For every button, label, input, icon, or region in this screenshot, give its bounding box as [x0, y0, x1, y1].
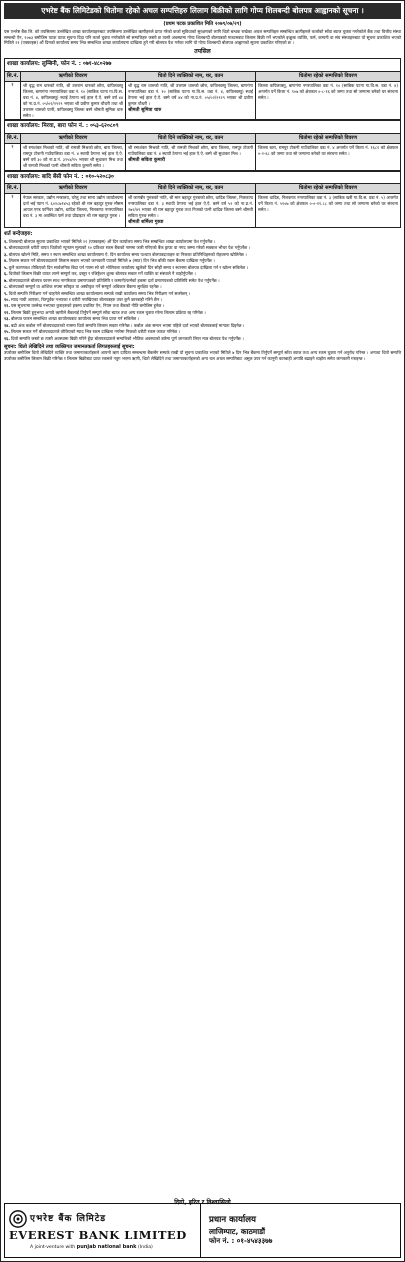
condition-item: [4, 310, 401, 316]
table-row: [5, 193, 401, 228]
condition-text: कुनै कारणवश तोकिएको दिन सार्वजनिक बिदा पर्न गएमा सो को भोलिपल्ट कार्यालय खुलेको दिन सोही समय र स्थानमा बोलपत्र दाखिला गर्न र खोल्न सकिनेछ ।: [8, 264, 248, 270]
condition-number: १.: [4, 238, 8, 244]
owner-highlight: श्रीमती शर्मिला गुरुङ: [128, 219, 164, 225]
condition-item: [4, 245, 401, 251]
condition-number: १४.: [4, 322, 10, 328]
col-header-owner: धितो दिने व्यक्तिको नाम, थर, वतन: [126, 134, 256, 144]
branch-table: [4, 133, 401, 171]
publication-date: (प्रथम पटक प्रकाशित मिति २०७९/०७/२९): [163, 20, 242, 27]
col-header-property: धितोमा रहेको सम्पत्तिको विवरण: [256, 134, 401, 144]
condition-number: ४.: [4, 258, 8, 264]
col-header-borrower: ऋणीको विवरण: [21, 184, 126, 194]
condition-item: [4, 271, 401, 277]
cell-owner: [126, 81, 256, 120]
col-header-sn: सि.नं.: [5, 134, 21, 144]
cell-borrower: श्री रमाशंकर मिश्रको नाति, श्री रामजी मिश्रको छोरा, बारा जिल्ला, रामपुर टोकनी गाउँपालिका वडा नं. ४ स्थायी ठेगाना भई हाल ऐ.ऐ. बस्ने वर्ष ३० को ना.प्र.नं. ३२५४/१५ भएका श्री सुधाकर मिश्र तथा श्री रामजी मिश्रको पत्नी श्रीमती सविता कुमारी समेत ।: [21, 143, 126, 170]
branch-heading: शाखा कार्यालय: बादि बेंसी फोन नं. : ०१०-५२०८३०: [4, 171, 401, 184]
branch-sections: [4, 58, 401, 228]
condition-text: लिलाम सकार गर्ने बोलपत्रदाताले तोकिएको म्याद भित्र रकम दाखिला नगरेमा निजको धरौटी रकम जफत गरिनेछ ।: [10, 329, 180, 335]
condition-text: बोलपत्रदाताले धरौटी वापत धितोको न्यूनतम मूल्यको १० प्रतिशत रकम बैंकको नाममा जारी गरिएको बैंक ड्राफ्ट वा नगद जम्मा गरेको सक्कल भौचर पेश गर्नुपर्नेछ ।: [8, 245, 250, 251]
note-paragraph: उपरोक्त बमोजिम धितो लेखिदिने व्यक्ति तथा जमानतकर्ताहरुले आफ्नो ऋण दायित्व सम्बन्धमा बैंकसँग सम्पर्क राखी यो सूचना प्रकाशित भएको मितिले ७ दिन भित्र बैंकमा तिर्नुपर्ने सम्पूर्ण साँवा ब्याज तथा अन्य रकम चुक्ता गर्न अनुरोध गरिन्छ । अन्यथा धितो सम्पत्ति उपरोक्त बमोजिम लिलाम बिक्री गरिनेछ र लिलाम बिक्रीबाट प्राप्त रकमले नपुग भएमा ऋणी, धितो लेखिदिने तथा जमानतकर्ताहरुको अन्य चल अचल सम्पत्तिबाट असुल उपर गर्न कानूनी कारबाही अगाडि बढाइने व्यहोरा समेत जानकारी गराइन्छ ।: [4, 350, 401, 362]
logo-row: [9, 1210, 196, 1228]
footer: [4, 1203, 401, 1258]
condition-text: बढी अंक कबोल गर्ने बोलपत्रदाताको नाममा धितो सम्पत्ति लिलाम सकार गरिनेछ । कबोल अंक समान भएमा पहिले दर्ता भएको बोलपत्रलाई मान्यता दिइनेछ ।: [10, 322, 245, 328]
jv-prefix: A joint-venture with: [30, 1244, 76, 1250]
condition-item: [4, 303, 401, 309]
condition-number: २.: [4, 245, 8, 251]
condition-text: यस सूचनामा उल्लेख नभएका कुराहरुको हकमा प्रचलित ऐन, नियम तथा बैंकको नीति बमोजिम हुनेछ ।: [10, 303, 165, 309]
condition-item: [4, 278, 401, 284]
col-header-owner: धितो दिने व्यक्तिको नाम, थर, वतन: [126, 72, 256, 82]
condition-number: १५.: [4, 329, 10, 335]
condition-item: [4, 336, 401, 342]
condition-item: [4, 291, 401, 297]
col-header-owner: धितो दिने व्यक्तिको नाम, थर, वतन: [126, 184, 256, 194]
condition-text: धितो सम्पत्ति निरीक्षण गर्न चाहनेले सम्बन्धित शाखा कार्यालयमा सम्पर्क राखी कार्यालय समय भित्र निरीक्षण गर्न सक्नेछन् ।: [8, 290, 191, 296]
cell-property: जिल्ला बारा, रामपुर टोकनी गाउँपालिका वडा नं. ४ अन्तर्गत पर्ने कित्ता नं. १६८१ को क्षेत्रफल ०-२-६८ को जग्गा तथा सो जग्गामा बनेको घर संरचना समेत ।: [256, 143, 401, 170]
condition-text: लिलाम सकार गर्ने बोलपत्रदाताले लिलाम सकार भएको जानकारी पाएको मितिले ७ (सात) दिन भित्र बाँकी रकम बैंकमा दाखिला गर्नुपर्नेछ ।: [8, 258, 215, 264]
cell-property: जिल्ला कपिलवस्तु, बाणगंगा नगरपालिका वडा नं. १० (साबिक पटना गा.वि.स. वडा नं. ४) अन्तर्गत पर्ने कित्ता नं. १०७ को क्षेत्रफल ०-८-१६ को जग्गा तथा सो जग्गामा बनेको घर संरचना समेत ।: [256, 81, 401, 120]
owner-text: श्री जागबीर गुरुङको नाति, श्री मान बहादुर गुरुङको छोरा, धादिङ जिल्ला, निलकण्ठ नगरपालिका वडा नं. ३ स्थायी ठेगाना भई हाल ऐ.ऐ. बस्ने वर्ष ५२ को ना.प्र.नं. २७२/४९ भएका श्री राम बहादुर गुरुङ तथा निजको पत्नी धादिङ जिल्ला बस्ने श्रीमती सविता गुरुङ समेत ।: [128, 194, 253, 218]
cell-owner: [126, 193, 256, 228]
col-header-borrower: ऋणीको विवरण: [21, 134, 126, 144]
condition-item: [4, 284, 401, 290]
condition-text: बोलपत्र खोल्ने मिति, समय र स्थान सम्बन्धित शाखा कार्यालयमा ऐ. दिन कार्यालय समय पश्चात बोलपत्रदाताहरु वा निजका प्रतिनिधिहरुको रोहवरमा खोलिनेछ ।: [8, 251, 247, 257]
col-header-sn: सि.नं.: [5, 184, 21, 194]
condition-item: [4, 252, 401, 258]
col-header-property: धितोमा रहेको सम्पत्तिको विवरण: [256, 72, 401, 82]
conditions-title: शर्त बन्देजहरु:: [4, 231, 33, 238]
intro-paragraph: यस एभरेष्ट बैंक लि. को तपसिलमा उल्लेखित शाखा कार्यालयहरुबाट तपसिलमा उल्लेखित ऋणीहरुले प्राप्त गरेको कर्जा सुविधाको सुरक्षणको लागि धितो बन्धक राखेका अचल सम्पत्तिहरु सम्बन्धित ऋणीहरुले कर्जाको साँवा ब्याज चुक्ता नगरेकोले बैंक तथा वित्तीय संस्था सम्बन्धी ऐन, २०७३ बमोजिम पटक पटक सूचना दिदा पनि कर्जा चुक्ता नगरेकोले सो सम्पत्तिहरु जस्तो छ त्यस्तै अवस्थामा गोप्य शिलबन्दी बोलपत्रको माध्यमबाट लिलाम बिक्री गर्ने भएकोले इच्छुक व्यक्ति, फर्म, कम्पनी वा संघ संस्थाहरुबाट यो सूचना प्रकाशित भएको मितिले २१ (एक्काइस) औं दिनको कार्यालय समय भित्र सम्बन्धित शाखा कार्यालयमा दाखिला हुने गरी बोलपत्र पेश गर्नका लागि यो गोप्य शिलबन्दी बोलपत्र आह्वानको सूचना प्रकाशित गरिएको छ ।: [4, 28, 401, 46]
bank-logo-block: [5, 1204, 201, 1257]
office-phone: फोन नं. : ०१-४५४३३७७: [209, 1236, 273, 1245]
condition-number: ६.: [4, 271, 8, 277]
head-office-block: [201, 1204, 400, 1257]
condition-text: धितो सम्पत्ति जस्तो छ त्यस्तै अवस्थामा बिक्री गरिने हुँदा बोलपत्रदाताले सम्पत्तिको भौतिक अवस्थाको बारेमा पूर्ण जानकारी लिएर मात्र बोलपत्र पेश गर्नुपर्नेछ ।: [10, 335, 244, 341]
condition-item: [4, 239, 401, 245]
joint-venture-line: [30, 1244, 196, 1251]
condition-item: [4, 329, 401, 335]
condition-number: १२.: [4, 309, 10, 315]
brand-name-nepali: एभरेष्ट बैंक लिमिटेड: [30, 1214, 107, 1225]
condition-text: बोलपत्र फारम सम्बन्धित शाखा कार्यालयबाट कार्यालय समय भित्र प्राप्त गर्न सकिनेछ ।: [10, 316, 140, 322]
branch-heading: शाखा कार्यालय: लुम्बिनी, फोन नं. : ०७१-४८०२७७: [4, 58, 401, 71]
owner-highlight: श्रीमती सुमित्रा थारु: [128, 107, 162, 113]
condition-text: बोलपत्रदाताले बोलपत्र फारम साथ नागरिकता प्रमाणपत्रको प्रतिलिपि र कम्पनी/फर्मको हकमा दर्ता प्रमाणपत्रको प्रतिलिपि समेत पेश गर्नुपर्नेछ ।: [8, 277, 220, 283]
col-header-property: धितोमा रहेको सम्पत्तिको विवरण: [256, 184, 401, 194]
condition-item: [4, 297, 401, 303]
condition-text: म्याद नाघी आएका, रितपूर्वक नभएका र धरौटी नराखिएका बोलपत्रहरु उपर कुनै कारबाही गरिने छैन ।: [10, 297, 163, 302]
condition-text: शिलबन्दी बोलपत्र सूचना प्रकाशित भएको मितिले २१ (एक्काइस) औं दिन कार्यालय समय भित्र सम्बन्धित शाखा कार्यालयमा पेश गर्नुपर्नेछ ।: [8, 238, 216, 244]
cell-serial: १: [5, 193, 21, 228]
table-row: [5, 81, 401, 120]
note-title: सूचना: धितो लेखिदिने तथा व्यक्तिगत जमानतकर्ता लिगतहरुलाई सूचना:: [4, 343, 135, 350]
brand-name-english: EVEREST BANK LIMITED: [9, 1228, 187, 1243]
owner-text: श्री वृद्ध राम थारुको नाति, श्री उत्तराम थारुको छोरा, कपिलवस्तु जिल्ला, बाणगंगा नगरपालिका वडा नं. १० (साबिक पटना गा.वि.स. वडा नं. ४, कपिलवस्तु) स्थाई ठेगाना भई हाल ऐ.ऐ. बस्ने वर्ष ४४ को ना.प्र.नं. ०५/०२/२९२९ भएका श्री प्रवीण कुमार चौधरी ।: [128, 82, 253, 106]
condition-number: ९.: [4, 290, 8, 296]
office-title: प्रधान कार्यालय: [209, 1214, 257, 1225]
condition-number: ८.: [4, 284, 8, 290]
owner-highlight: श्रीमती सविता कुमारी: [128, 157, 165, 163]
condition-number: १०.: [4, 297, 10, 302]
col-header-borrower: ऋणीको विवरण: [21, 72, 126, 82]
cell-borrower: नेपाल सरकार, उद्योग मन्त्रालय, घरेलु तथा साना उद्योग कार्यालयमा दर्ता भई प्यान नं. ६०२८७१४५३ रहेको श्री राम बहादुर गुरुङ मौसम आयल एण्ड फर्निचर उद्योग, धादिङ जिल्ला, निलकण्ठ नगरपालिका वडा नं. ३ मा अवस्थित फर्म तथा प्रोप्राइटर श्री राम बहादुर गुरुङ ।: [21, 193, 126, 228]
condition-item: [4, 323, 401, 329]
owner-text: श्री रमाशंकर मिश्रको नाति, श्री रामजी मिश्रको छोरा, बारा जिल्ला, रामपुर टोकनी गाउँपालिका वडा नं. ४ स्थायी ठेगाना भई हाल ऐ.ऐ. बस्ने श्री सुधाकर मिश्र ।: [128, 144, 253, 156]
cell-property: जिल्ला धादिङ, निलकण्ठ नगरपालिका वडा नं. ३ (साबिक खरी गा.वि.स. वडा नं. ५) अन्तर्गत पर्ने कित्ता नं. ५१०७ को क्षेत्रफल ०-०-११.८८ को जग्गा तथा सो जग्गामा बनेको घर संरचना समेत ।: [256, 193, 401, 228]
col-header-sn: सि.नं.: [5, 72, 21, 82]
cell-owner: [126, 143, 256, 170]
condition-number: ३.: [4, 251, 8, 257]
condition-item: [4, 316, 401, 322]
branch-table: [4, 183, 401, 228]
jv-partner: punjab national bank: [76, 1243, 137, 1250]
condition-number: ११.: [4, 303, 10, 309]
cell-serial: १: [5, 143, 21, 170]
condition-number: ७.: [4, 277, 8, 283]
condition-item: [4, 258, 401, 264]
branch-heading: शाखा कार्यालय: मिरवा, बारा फोन नं. : ०५३-६२०८०९: [4, 120, 401, 133]
conditions-list: [4, 239, 401, 342]
condition-text: लिलाम बिक्री हुनुभन्दा अगावै ऋणीले बैंकलाई तिर्नुपर्ने सम्पूर्ण साँवा ब्याज तथा अन्य रकम चुक्ता गरेमा लिलाम प्रक्रिया रद्द गरिनेछ ।: [10, 309, 206, 315]
jv-suffix: (India): [137, 1244, 153, 1250]
condition-number: ५.: [4, 264, 8, 270]
bank-slogan: दिगो, हरित र विश्वासिलो: [174, 1198, 231, 1206]
bank-logo-icon: [9, 1210, 27, 1228]
schedule-label: तपसिल: [194, 48, 211, 56]
office-address: लाजिम्पाट, काठमाडौं: [209, 1226, 265, 1236]
cell-borrower: श्री वृद्ध राम थारुको नाति, श्री उत्तराम थारुको छोरा, कपिलवस्तु जिल्ला, बाणगंगा नगरपालिका वडा नं. १० (साबिक पटना गा.वि.स. वडा नं. ४, कपिलवस्तु) स्थाई ठेगाना भई हाल ऐ.ऐ. बस्ने वर्ष ४४ को ना.प्र.नं. ०५/०२/२९२९ भएका श्री प्रवीण कुमार चौधरी तथा श्री उत्तराम थारुको पत्नी, कपिलवस्तु जिल्ला बस्ने श्रीमती सुमित्रा थारु समेत ।: [21, 81, 126, 120]
condition-text: बोलपत्रको सम्पूर्ण वा आंशिक रुपमा स्वीकृत वा अस्वीकृत गर्ने सम्पूर्ण अधिकार बैंकमा सुरक्षित रहनेछ ।: [8, 284, 162, 290]
condition-number: १६.: [4, 335, 10, 341]
table-row: [5, 143, 401, 170]
condition-number: १३.: [4, 316, 10, 322]
condition-item: [4, 265, 401, 271]
cell-serial: १: [5, 81, 21, 120]
notice-title: एभरेष्ट बैंक लिमिटेडको धितोमा रहेको अचल सम्पत्तिहरु लिलाम बिक्रीको लागि गोप्य शिलबन्दी बोलपत्र आह्वानको सूचना ।: [4, 3, 401, 19]
branch-table: [4, 71, 401, 120]
condition-text: धितोको लिलाम बिक्री वापत लाग्ने सम्पूर्ण कर, दस्तुर र रजिष्ट्रेशन शुल्क बोलपत्र सकार गर्ने व्यक्ति वा संस्थाले नै व्यहोर्नुपर्नेछ ।: [8, 271, 196, 277]
